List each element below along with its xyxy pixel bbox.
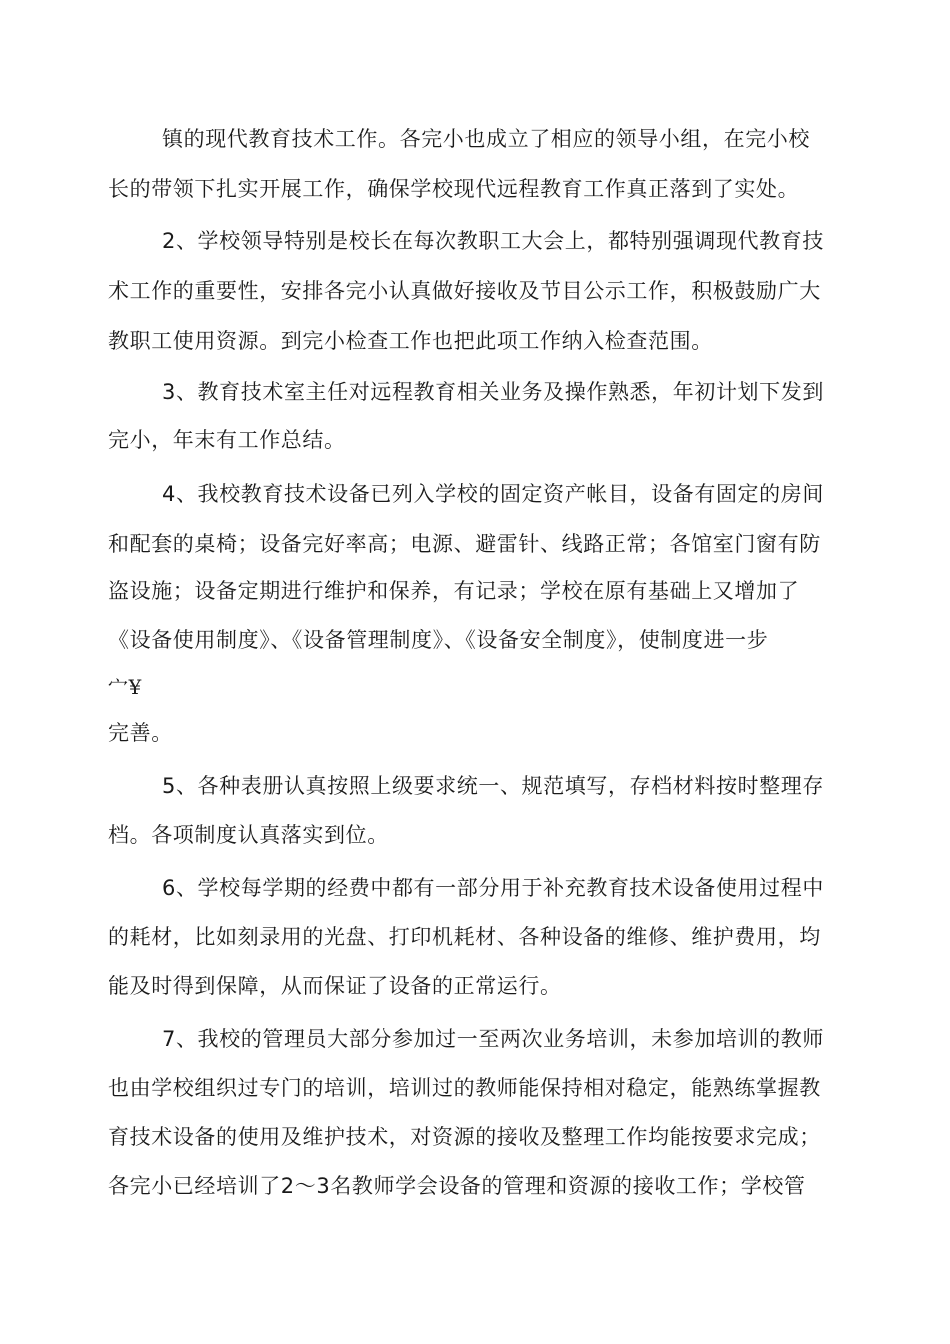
text-line: 术工作的重要性，安排各完小认真做好接收及节目公示工作，积极鼓励广大: [108, 279, 821, 303]
text-line: 教职工使用资源。到完小检查工作也把此项工作纳入检查范围。: [108, 329, 713, 353]
paragraph-7-line: 7、我校的管理员大部分参加过一至两次业务培训，未参加培训的教师: [162, 1027, 824, 1051]
paragraph-2-line: 2、学校领导特别是校长在每次教职工大会上，都特别强调现代教育技: [162, 229, 824, 253]
text-line: 也由学校组织过专门的培训，培训过的教师能保持相对稳定，能熟练掌握教: [108, 1076, 821, 1100]
text-line: 各完小已经培训了2〜3名教师学会设备的管理和资源的接收工作；学校管: [108, 1174, 806, 1198]
text-line: 和配套的桌椅；设备完好率高；电源、避雷针、线路正常；各馆室门窗有防: [108, 532, 821, 556]
text-line: 长的带领下扎实开展工作，确保学校现代远程教育工作真正落到了实处。: [108, 177, 800, 201]
text-line: 《设备使用制度》、《设备管理制度》、《设备安全制度》，使制度进一步: [108, 628, 769, 652]
paragraph-6-line: 6、学校每学期的经费中都有一部分用于补充教育技术设备使用过程中: [162, 876, 824, 900]
text-line: 镇的现代教育技术工作。各完小也成立了相应的领导小组，在完小校: [162, 127, 810, 151]
text-line: 的耗材，比如刻录用的光盘、打印机耗材、各种设备的维修、维护费用，均: [108, 925, 821, 949]
text-line: 能及时得到保障，从而保证了设备的正常运行。: [108, 974, 562, 998]
paragraph-5-line: 5、各种表册认真按照上级要求统一、规范填写，存档材料按时整理存: [162, 774, 824, 798]
paragraph-3-line: 3、教育技术室主任对远程教育相关业务及操作熟悉，年初计划下发到: [162, 380, 824, 404]
paragraph-4-line: 4、我校教育技术设备已列入学校的固定资产帐目，设备有固定的房间: [162, 482, 824, 506]
ocr-artifact-text: 宀¥: [108, 675, 142, 699]
text-line: 档。各项制度认真落实到位。: [108, 823, 389, 847]
text-line: 完善。: [108, 721, 173, 745]
text-line: 盗设施；设备定期进行维护和保养，有记录；学校在原有基础上又增加了: [108, 579, 800, 603]
text-line: 完小，年末有工作总结。: [108, 428, 346, 452]
text-line: 育技术设备的使用及维护技术，对资源的接收及整理工作均能按要求完成；: [108, 1125, 821, 1149]
